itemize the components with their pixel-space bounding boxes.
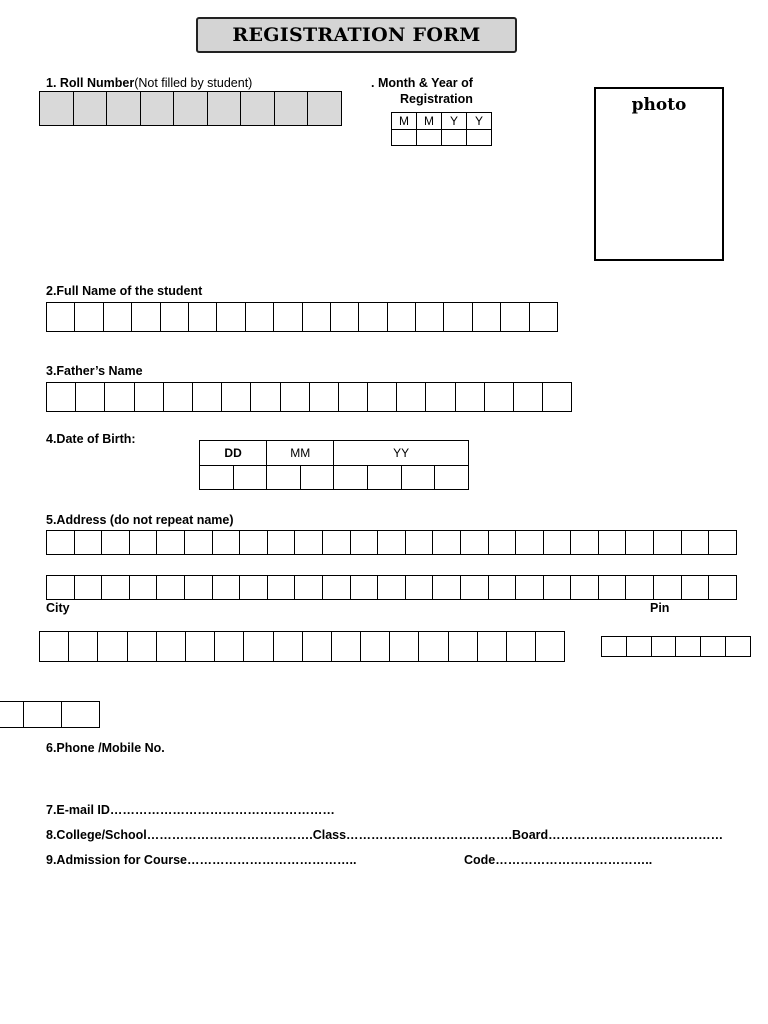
- address-label: 5.Address (do not repeat name): [46, 513, 234, 527]
- address-box[interactable]: [46, 575, 75, 600]
- city-box[interactable]: [360, 631, 390, 662]
- father-name-box[interactable]: [163, 382, 193, 412]
- father-name-box[interactable]: [104, 382, 134, 412]
- address-box[interactable]: [377, 575, 406, 600]
- address-box[interactable]: [184, 530, 213, 555]
- address-box[interactable]: [543, 530, 572, 555]
- address-box[interactable]: [488, 575, 517, 600]
- city-box[interactable]: [535, 631, 565, 662]
- city-box[interactable]: [68, 631, 98, 662]
- city-box[interactable]: [97, 631, 127, 662]
- pin-box[interactable]: [626, 636, 652, 657]
- address-box[interactable]: [101, 575, 130, 600]
- city-label: City: [46, 601, 70, 615]
- registration-box[interactable]: [466, 129, 492, 146]
- address-box[interactable]: [239, 575, 268, 600]
- address-box[interactable]: [570, 575, 599, 600]
- address-box[interactable]: [294, 530, 323, 555]
- father-name-box[interactable]: [221, 382, 251, 412]
- dob-header-mm: MM: [266, 440, 334, 466]
- address-box[interactable]: [212, 530, 241, 555]
- father-name-box[interactable]: [250, 382, 280, 412]
- full-name-box[interactable]: [74, 302, 103, 332]
- roll-number-label: [46, 76, 252, 90]
- email-label: 7.E-mail ID………………………………………………: [46, 803, 335, 817]
- address-box[interactable]: [156, 530, 185, 555]
- address-box[interactable]: [598, 575, 627, 600]
- dob-box[interactable]: [401, 465, 436, 490]
- phone-box[interactable]: [0, 701, 24, 728]
- full-name-box[interactable]: [358, 302, 387, 332]
- address-box[interactable]: [543, 575, 572, 600]
- registration-header-3: Y: [466, 112, 492, 130]
- pin-label: Pin: [650, 601, 670, 615]
- address-box[interactable]: [74, 575, 103, 600]
- address-box[interactable]: [184, 575, 213, 600]
- registration-box[interactable]: [391, 129, 417, 146]
- pin-box[interactable]: [675, 636, 701, 657]
- roll-number-box[interactable]: [240, 91, 275, 126]
- code-label: Code………………………………..: [464, 853, 653, 867]
- address-box[interactable]: [625, 575, 654, 600]
- address-box[interactable]: [653, 530, 682, 555]
- city-boxes: [39, 631, 565, 662]
- registration-label-line1: . Month & Year of: [371, 76, 473, 90]
- full-name-box[interactable]: [46, 302, 75, 332]
- full-name-box[interactable]: [216, 302, 245, 332]
- roll-number-box[interactable]: [173, 91, 208, 126]
- roll-number-box[interactable]: [274, 91, 309, 126]
- father-name-box[interactable]: [338, 382, 368, 412]
- form-title: REGISTRATION FORM: [196, 17, 517, 53]
- full-name-box[interactable]: [472, 302, 501, 332]
- address-box[interactable]: [239, 530, 268, 555]
- father-name-box[interactable]: [134, 382, 164, 412]
- address-box[interactable]: [681, 530, 710, 555]
- pin-box[interactable]: [651, 636, 677, 657]
- city-box[interactable]: [243, 631, 273, 662]
- father-name-box[interactable]: [367, 382, 397, 412]
- phone-label: 6.Phone /Mobile No.: [46, 741, 165, 755]
- dob-header-yy: YY: [333, 440, 468, 466]
- city-box[interactable]: [506, 631, 536, 662]
- full-name-box[interactable]: [302, 302, 331, 332]
- address-boxes-line1: [46, 530, 737, 555]
- address-box[interactable]: [294, 575, 323, 600]
- address-box[interactable]: [129, 575, 158, 600]
- full-name-box[interactable]: [131, 302, 160, 332]
- dob-box[interactable]: [333, 465, 368, 490]
- college-label: 8.College/School………………………………….: [46, 828, 313, 842]
- full-name-box[interactable]: [273, 302, 302, 332]
- address-box[interactable]: [708, 575, 737, 600]
- full-name-box[interactable]: [160, 302, 189, 332]
- city-box[interactable]: [477, 631, 507, 662]
- dob-grid: [199, 440, 469, 490]
- dob-box[interactable]: [434, 465, 469, 490]
- pin-box[interactable]: [700, 636, 726, 657]
- address-box[interactable]: [46, 530, 75, 555]
- address-box[interactable]: [625, 530, 654, 555]
- address-box[interactable]: [681, 575, 710, 600]
- address-box[interactable]: [432, 530, 461, 555]
- father-name-box[interactable]: [46, 382, 76, 412]
- city-box[interactable]: [302, 631, 332, 662]
- address-box[interactable]: [74, 530, 103, 555]
- full-name-box[interactable]: [330, 302, 359, 332]
- pin-box[interactable]: [601, 636, 627, 657]
- admission-label: 9.Admission for Course…………………………………..: [46, 853, 357, 867]
- city-box[interactable]: [331, 631, 361, 662]
- father-name-box[interactable]: [75, 382, 105, 412]
- dob-box[interactable]: [233, 465, 268, 490]
- registration-header-1: M: [416, 112, 442, 130]
- full-name-label: 2.Full Name of the student: [46, 284, 203, 298]
- roll-number-box[interactable]: [73, 91, 108, 126]
- registration-box[interactable]: [416, 129, 442, 146]
- registration-header-2: Y: [441, 112, 467, 130]
- roll-number-box[interactable]: [207, 91, 242, 126]
- roll-number-box[interactable]: [307, 91, 342, 126]
- city-box[interactable]: [389, 631, 419, 662]
- pin-box[interactable]: [725, 636, 751, 657]
- address-box[interactable]: [432, 575, 461, 600]
- roll-number-boxes: [39, 91, 342, 126]
- photo-label: photo: [631, 95, 687, 115]
- address-box[interactable]: [377, 530, 406, 555]
- registration-header-0: M: [391, 112, 417, 130]
- dob-header-dd: DD: [199, 440, 267, 466]
- roll-number-box[interactable]: [140, 91, 175, 126]
- roll-number-label-text: 1. Roll Number: [46, 76, 135, 90]
- father-name-box[interactable]: [309, 382, 339, 412]
- father-name-box[interactable]: [513, 382, 543, 412]
- address-box[interactable]: [267, 530, 296, 555]
- registration-mmyy-grid: [391, 112, 492, 146]
- college-line: [46, 828, 723, 842]
- dob-box[interactable]: [266, 465, 301, 490]
- address-box[interactable]: [515, 530, 544, 555]
- city-box[interactable]: [214, 631, 244, 662]
- phone-boxes: [0, 701, 100, 728]
- address-box[interactable]: [598, 530, 627, 555]
- roll-number-box[interactable]: [106, 91, 141, 126]
- full-name-box[interactable]: [529, 302, 558, 332]
- city-box[interactable]: [39, 631, 69, 662]
- address-box[interactable]: [570, 530, 599, 555]
- address-box[interactable]: [460, 530, 489, 555]
- city-box[interactable]: [156, 631, 186, 662]
- address-box[interactable]: [322, 530, 351, 555]
- registration-box[interactable]: [441, 129, 467, 146]
- pin-boxes: [601, 636, 751, 657]
- father-name-box[interactable]: [192, 382, 222, 412]
- dob-box[interactable]: [300, 465, 335, 490]
- full-name-box[interactable]: [188, 302, 217, 332]
- address-box[interactable]: [405, 575, 434, 600]
- city-box[interactable]: [127, 631, 157, 662]
- address-box[interactable]: [129, 530, 158, 555]
- address-box[interactable]: [156, 575, 185, 600]
- full-name-box[interactable]: [500, 302, 529, 332]
- father-name-boxes: [46, 382, 572, 412]
- address-box[interactable]: [708, 530, 737, 555]
- father-name-label: 3.Father’s Name: [46, 364, 143, 378]
- father-name-box[interactable]: [542, 382, 572, 412]
- city-box[interactable]: [273, 631, 303, 662]
- class-label: Class………………………………….: [312, 828, 513, 842]
- phone-box[interactable]: [61, 701, 100, 728]
- roll-number-box[interactable]: [39, 91, 74, 126]
- dob-box[interactable]: [199, 465, 234, 490]
- father-name-box[interactable]: [425, 382, 455, 412]
- address-box[interactable]: [267, 575, 296, 600]
- address-box[interactable]: [322, 575, 351, 600]
- full-name-box[interactable]: [245, 302, 274, 332]
- father-name-box[interactable]: [484, 382, 514, 412]
- father-name-box[interactable]: [455, 382, 485, 412]
- address-box[interactable]: [653, 575, 682, 600]
- full-name-boxes: [46, 302, 558, 332]
- father-name-box[interactable]: [280, 382, 310, 412]
- father-name-box[interactable]: [396, 382, 426, 412]
- address-box[interactable]: [488, 530, 517, 555]
- full-name-box[interactable]: [443, 302, 472, 332]
- address-box[interactable]: [212, 575, 241, 600]
- city-box[interactable]: [448, 631, 478, 662]
- full-name-box[interactable]: [387, 302, 416, 332]
- address-box[interactable]: [101, 530, 130, 555]
- full-name-box[interactable]: [415, 302, 444, 332]
- address-boxes-line2: [46, 575, 737, 600]
- city-box[interactable]: [418, 631, 448, 662]
- dob-box[interactable]: [367, 465, 402, 490]
- address-box[interactable]: [405, 530, 434, 555]
- address-box[interactable]: [350, 530, 379, 555]
- registration-label-line2: Registration: [400, 92, 473, 106]
- board-label: Board……………………………………: [512, 828, 724, 842]
- address-box[interactable]: [460, 575, 489, 600]
- address-box[interactable]: [350, 575, 379, 600]
- address-box[interactable]: [515, 575, 544, 600]
- roll-number-note: (Not filled by student): [134, 76, 253, 90]
- city-box[interactable]: [185, 631, 215, 662]
- phone-box[interactable]: [23, 701, 62, 728]
- dob-label: 4.Date of Birth:: [46, 432, 136, 446]
- photo-box: [594, 87, 724, 261]
- full-name-box[interactable]: [103, 302, 132, 332]
